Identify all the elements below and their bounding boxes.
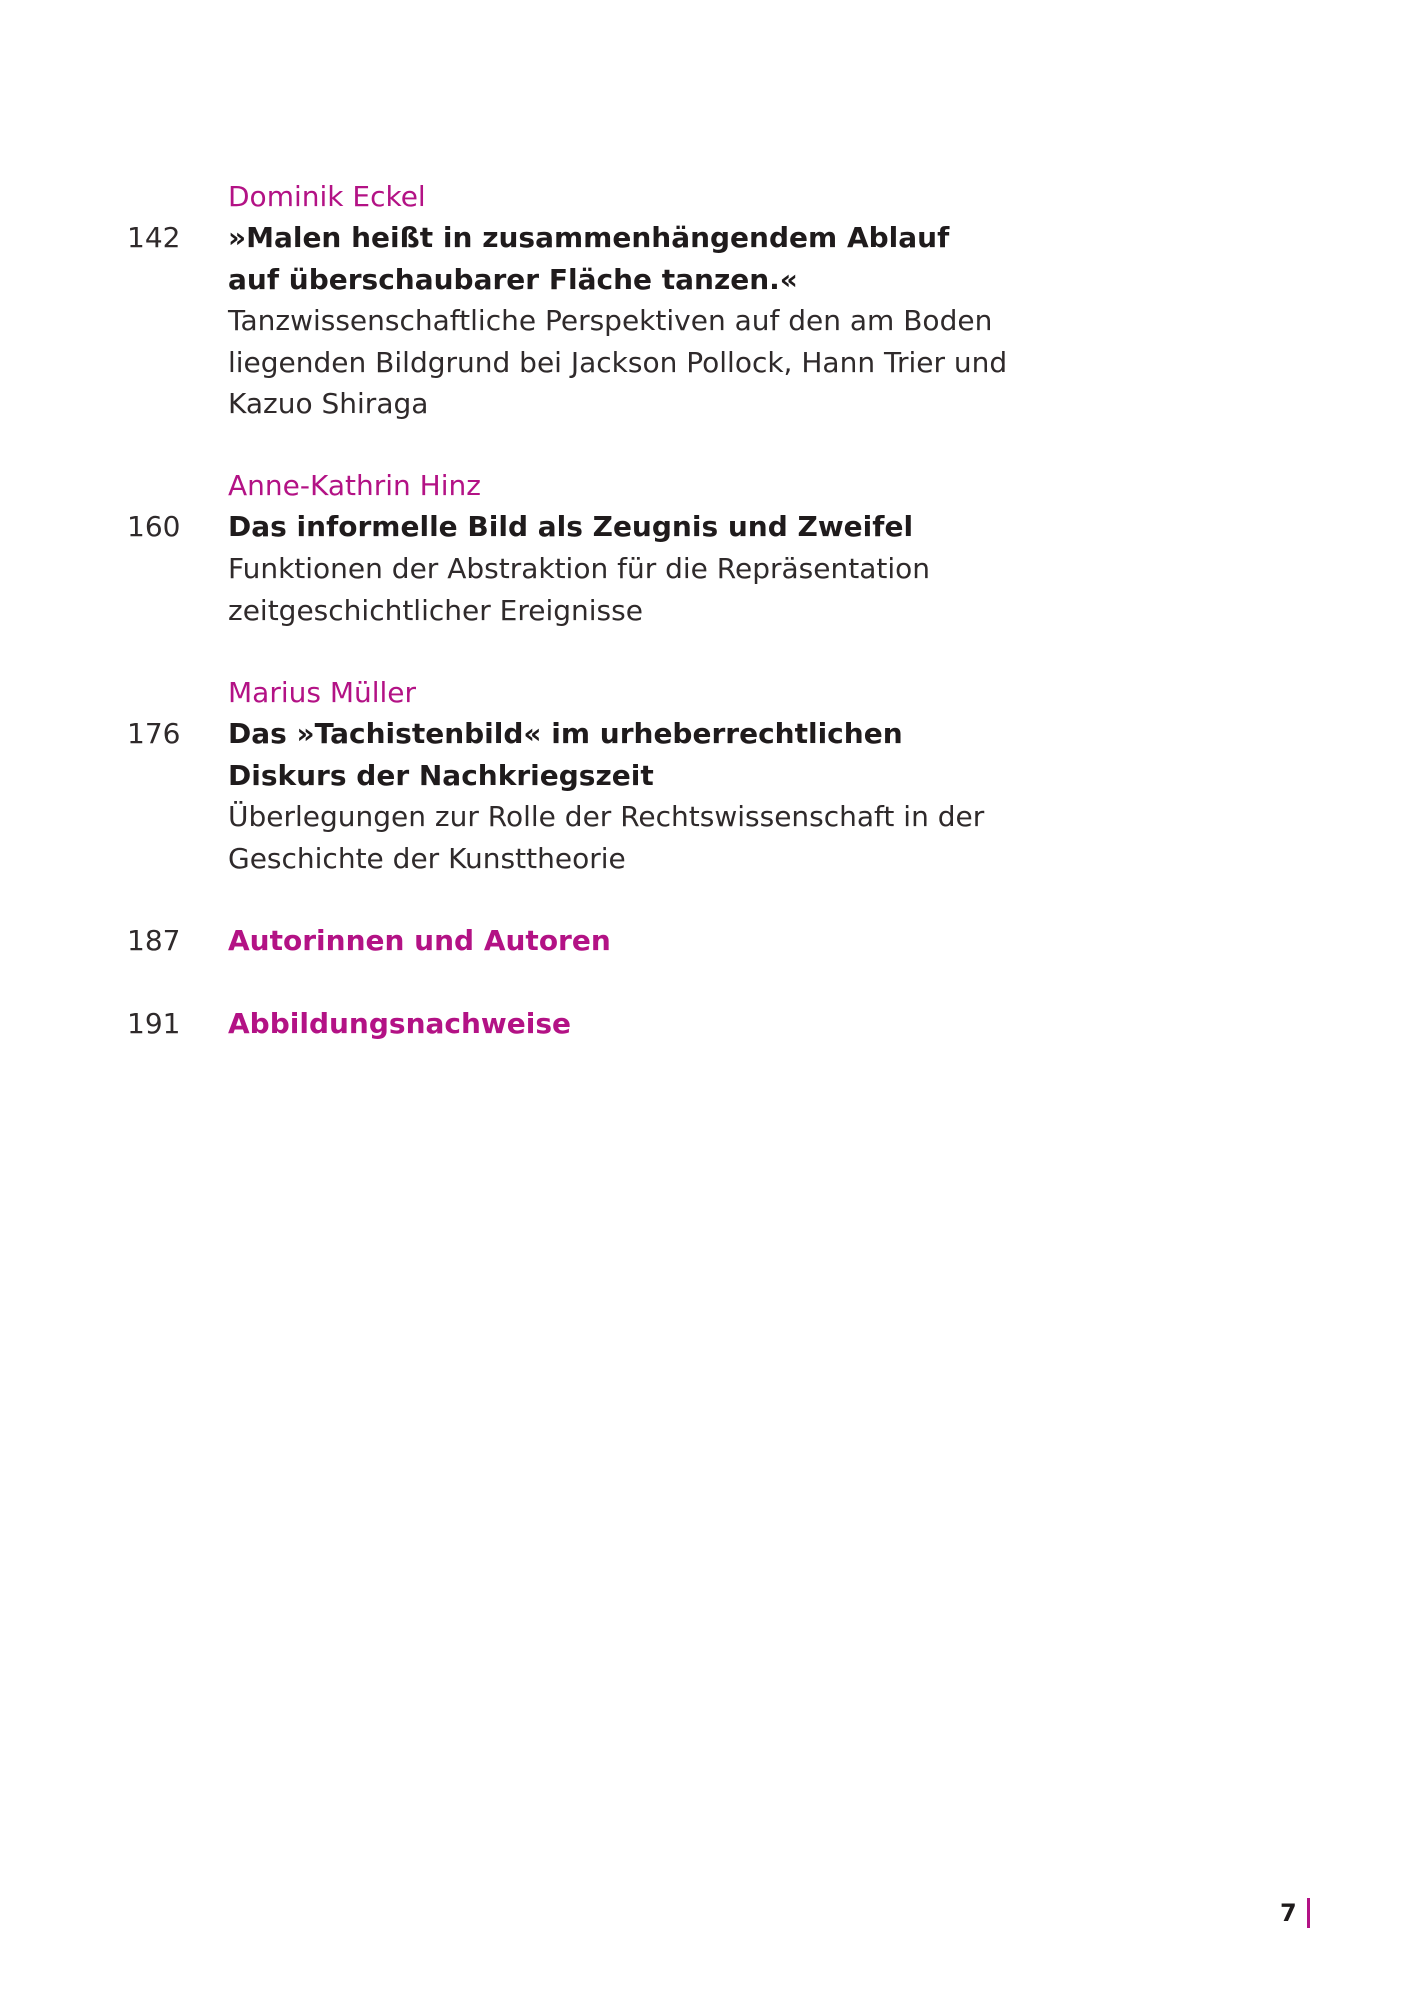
toc-entry-page-number: 160 bbox=[127, 510, 181, 543]
toc-entry-title: Das informelle Bild als Zeugnis und Zweifel bbox=[228, 510, 914, 543]
toc-entry-page-number: 142 bbox=[127, 221, 181, 254]
toc-entry-author: Dominik Eckel bbox=[228, 180, 426, 213]
toc-entry-subtitle: Überlegungen zur Rolle der Rechtswissenschaft in der Geschichte der Kunsttheorie bbox=[228, 800, 985, 875]
toc-entry-title: Das »Tachistenbild« im urheberrechtlichen Diskurs der Nachkriegszeit bbox=[228, 717, 903, 792]
toc-entry-subtitle: Funktionen der Abstraktion für die Repräsentation zeitgeschichtlicher Ereignisse bbox=[228, 552, 931, 627]
toc-section-title[interactable]: Autorinnen und Autoren bbox=[228, 924, 611, 957]
toc-entry-author: Anne-Kathrin Hinz bbox=[228, 469, 481, 502]
toc-entry-title: »Malen heißt in zusammenhängendem Ablauf auf überschaubarer Fläche tanzen.« bbox=[228, 221, 950, 296]
toc-section-page-number: 187 bbox=[127, 924, 181, 957]
folio-accent-bar bbox=[1307, 1898, 1310, 1928]
page-folio bbox=[1280, 1896, 1310, 1930]
toc-entry-page-number: 176 bbox=[127, 717, 181, 750]
toc-section-title[interactable]: Abbildungsnachweise bbox=[228, 1007, 572, 1040]
toc-entry-author: Marius Müller bbox=[228, 676, 417, 709]
page-number: 7 bbox=[1280, 1899, 1297, 1927]
toc-entry-subtitle: Tanzwissenschaftliche Perspektiven auf den am Boden liegenden Bildgrund bei Jackson Pollock, Hann Trier und Kazuo Shiraga bbox=[228, 304, 1008, 420]
toc-section-page-number: 191 bbox=[127, 1007, 181, 1040]
